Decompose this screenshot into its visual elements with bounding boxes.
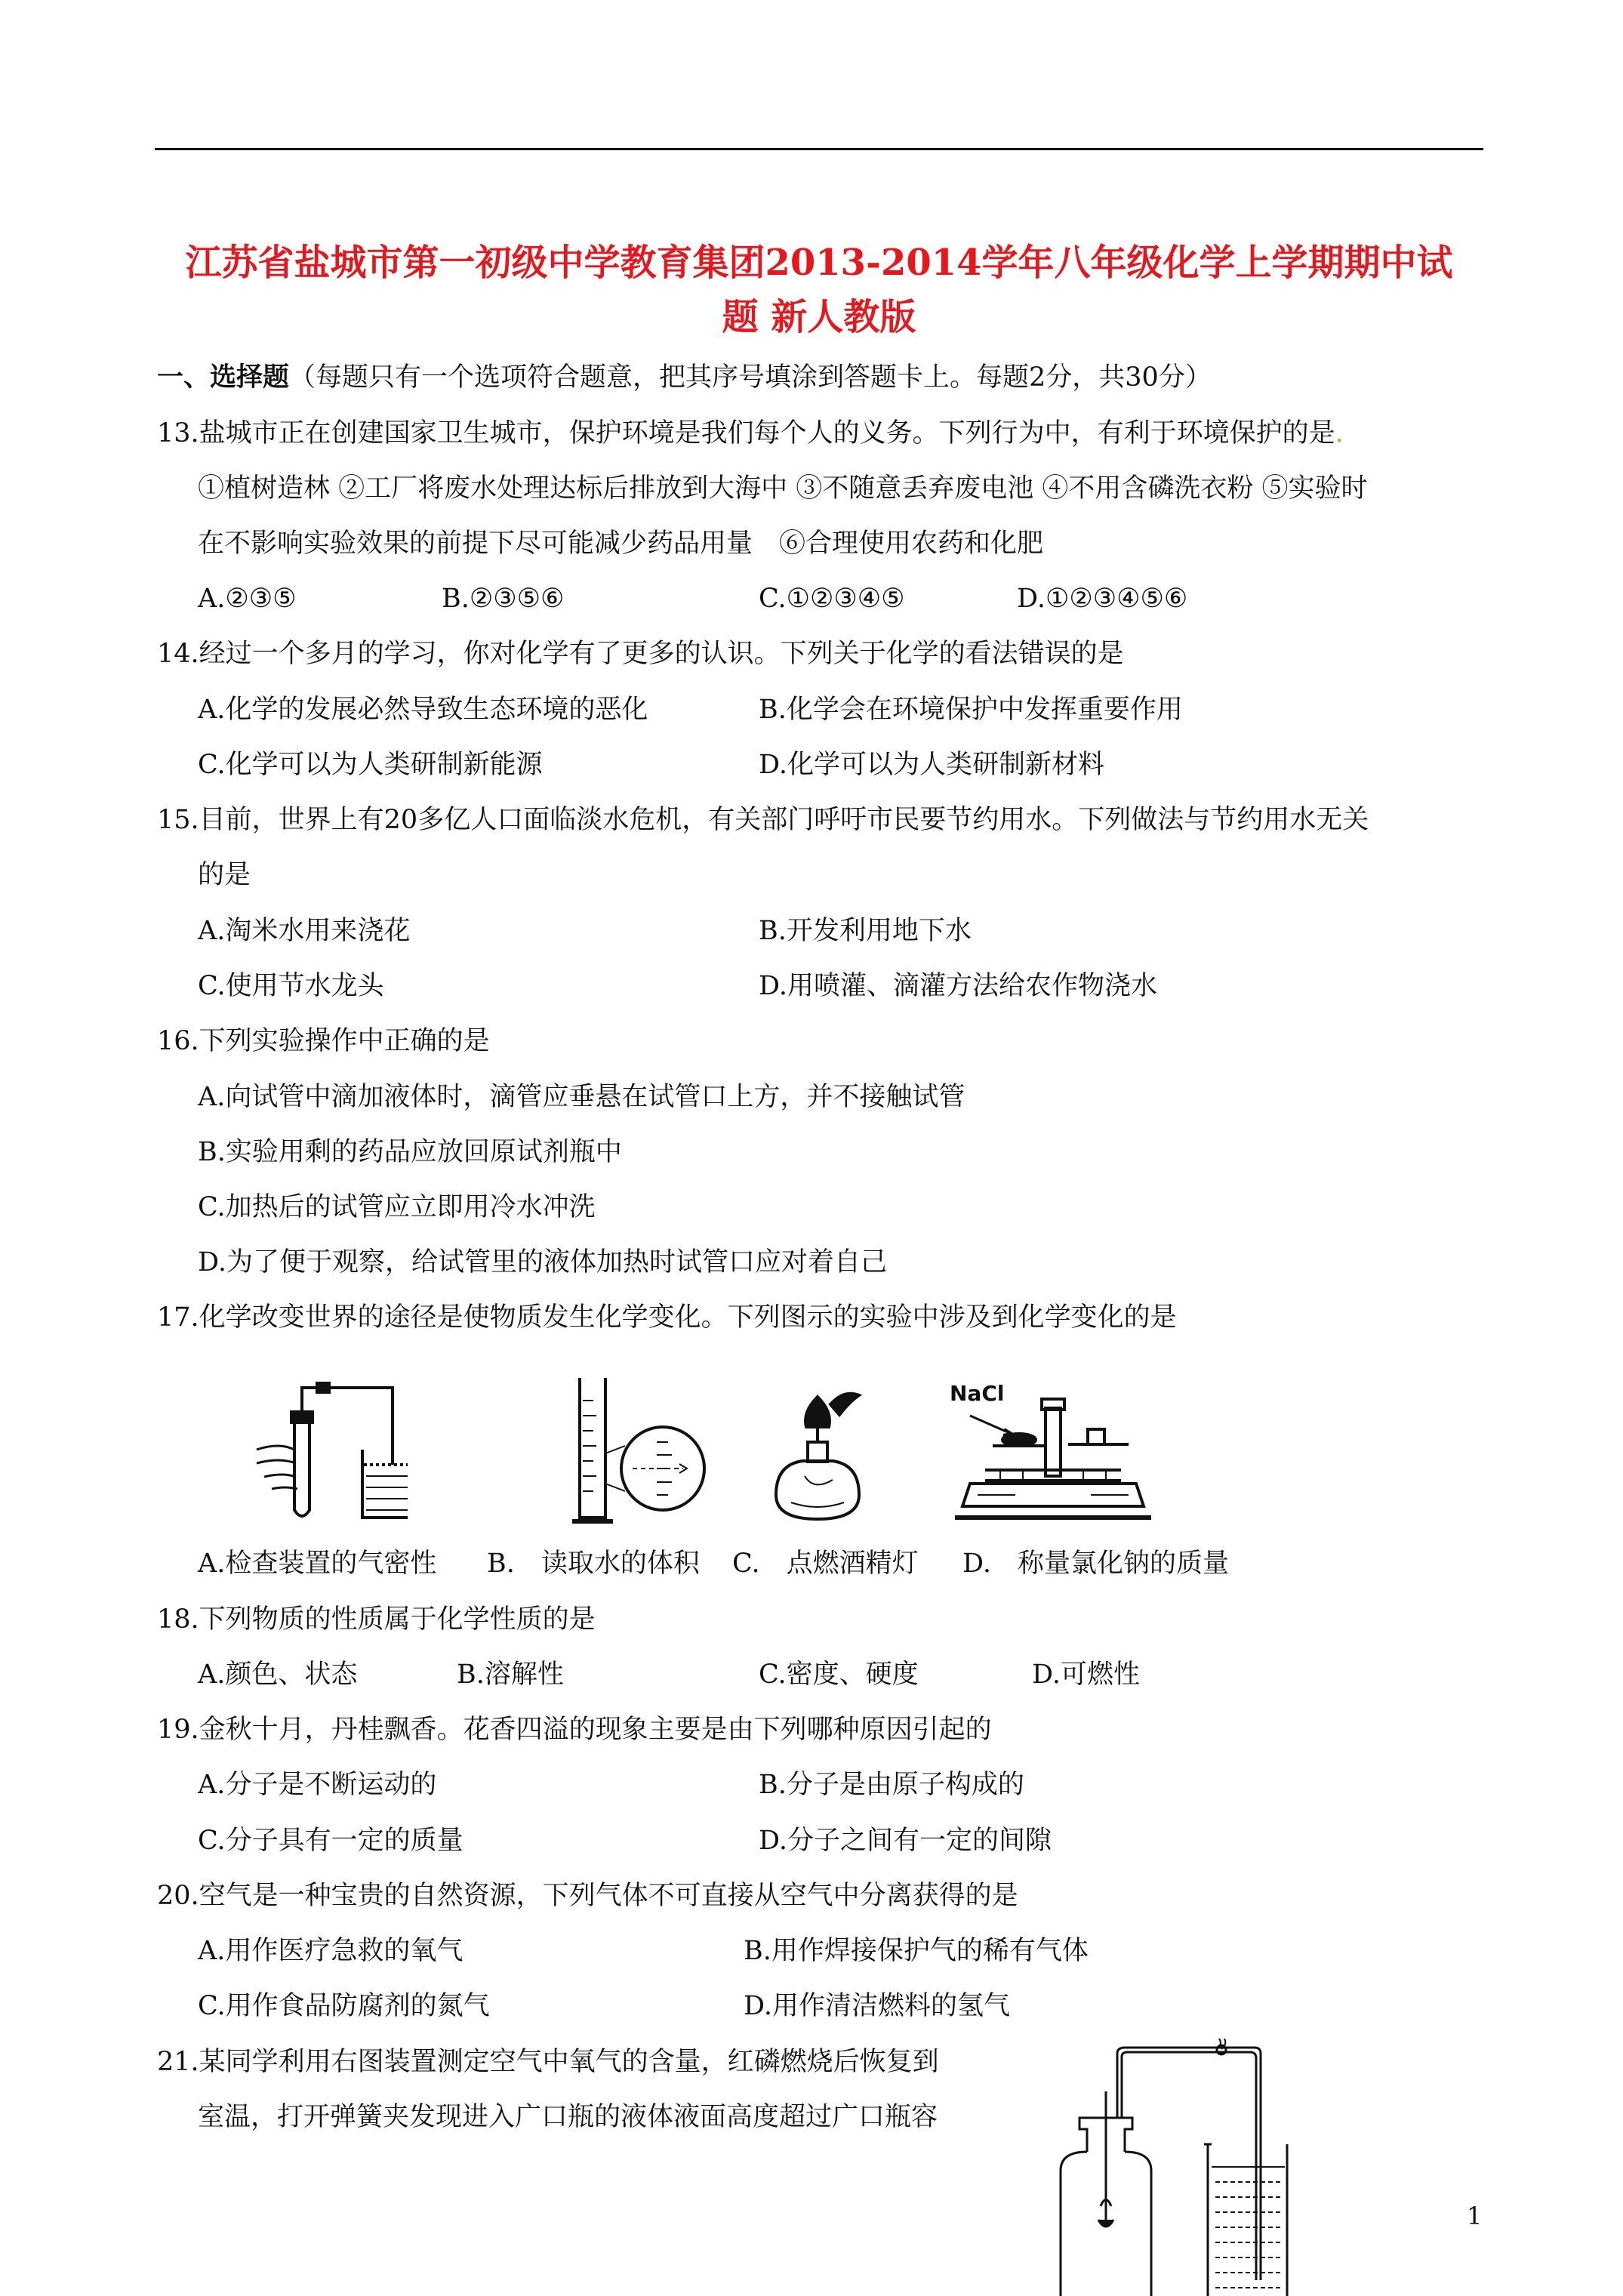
q14-option-c: C.化学可以为人类研制新能源 bbox=[198, 750, 543, 780]
q18-option-a: A.颜色、状态 bbox=[198, 1660, 358, 1690]
q14-stem: 14.经过一个多月的学习，你对化学有了更多的认识。下列关于化学的看法错误的是 bbox=[157, 639, 1124, 669]
q14-option-a: A.化学的发展必然导致生态环境的恶化 bbox=[198, 695, 648, 725]
q21-stem: 21.某同学利用右图装置测定空气中氧气的含量，红磷燃烧后恢复到 bbox=[157, 2047, 939, 2077]
q13-items: ①植树造林 ②工厂将废水处理达标后排放到大海中 ③不随意丢弃废电池 ④不用含磷洗衣粉 ⑤实验时 bbox=[198, 473, 1368, 504]
q15-option-d: D.用喷灌、滴灌方法给农作物浇水 bbox=[759, 971, 1157, 1001]
q20-option-d: D.用作清洁燃料的氢气 bbox=[744, 1991, 1010, 2021]
q14-option-d: D.化学可以为人类研制新材料 bbox=[759, 750, 1104, 780]
q13-option-d: D.①②③④⑤⑥ bbox=[1017, 584, 1188, 614]
q13-option-a: A.②③⑤ bbox=[198, 584, 297, 614]
doc-title-line1: 江苏省盐城市第一初级中学教育集团2013-2014学年八年级化学上学期期中试 bbox=[185, 242, 1453, 284]
q15-option-a: A.淘米水用来浇花 bbox=[198, 916, 411, 946]
q16-option-a: A.向试管中滴加液体时，滴管应垂悬在试管口上方，并不接触试管 bbox=[198, 1082, 965, 1112]
q17-option-d: D. 称量氯化钠的质量 bbox=[962, 1549, 1229, 1579]
doc-title-line2: 题 新人教版 bbox=[722, 296, 916, 338]
q17-stem: 17.化学改变世界的途径是使物质发生化学变化。下列图示的实验中涉及到化学变化的是 bbox=[157, 1302, 1177, 1333]
q13-option-b: B.②③⑤⑥ bbox=[442, 584, 565, 614]
q15-stem-cont: 的是 bbox=[198, 860, 251, 890]
q19-option-c: C.分子具有一定的质量 bbox=[198, 1826, 463, 1856]
q17-option-b: B. 读取水的体积 bbox=[487, 1549, 700, 1579]
figure-alcohol-lamp bbox=[761, 1382, 874, 1525]
q20-option-a: A.用作医疗急救的氧气 bbox=[198, 1936, 463, 1966]
q18-option-c: C.密度、硬度 bbox=[759, 1660, 919, 1690]
q18-stem: 18.下列物质的性质属于化学性质的是 bbox=[157, 1604, 596, 1635]
q14-option-b: B.化学会在环境保护中发挥重要作用 bbox=[759, 695, 1183, 725]
section-desc: （每题只有一个选项符合题意，把其序号填涂到答题卡上。每题2分，共30分） bbox=[289, 362, 1212, 393]
q13-stem: 13.盐城市正在创建国家卫生城市，保护环境是我们每个人的义务。下列行为中，有利于环境保护的是. bbox=[157, 418, 1344, 448]
q13-option-c: C.①②③④⑤ bbox=[759, 584, 905, 614]
section-heading bbox=[157, 361, 1212, 394]
q15-option-c: C.使用节水龙头 bbox=[198, 971, 384, 1001]
figure-oxygen-apparatus bbox=[1049, 2039, 1291, 2296]
q20-option-c: C.用作食品防腐剂的氮气 bbox=[198, 1991, 490, 2021]
nacl-label: NaCl bbox=[950, 1381, 1005, 1406]
q21-stem-cont: 室温，打开弹簧夹发现进入广口瓶的液体液面高度超过广口瓶容 bbox=[198, 2102, 938, 2132]
page-number: 1 bbox=[1467, 2202, 1483, 2230]
q15-stem: 15.目前，世界上有20多亿人口面临淡水危机，有关部门呼吁市民要节约用水。下列做法与节约用水无关 bbox=[157, 805, 1369, 835]
q16-option-b: B.实验用剩的药品应放回原试剂瓶中 bbox=[198, 1137, 622, 1167]
header-rule bbox=[155, 148, 1483, 150]
q15-option-b: B.开发利用地下水 bbox=[759, 916, 972, 946]
q16-stem: 16.下列实验操作中正确的是 bbox=[157, 1026, 490, 1056]
figure-balance bbox=[940, 1385, 1151, 1529]
q20-option-b: B.用作焊接保护气的稀有气体 bbox=[744, 1936, 1089, 1966]
figure-read-cylinder bbox=[566, 1370, 717, 1529]
q19-stem: 19.金秋十月，丹桂飘香。花香四溢的现象主要是由下列哪种原因引起的 bbox=[157, 1715, 992, 1745]
section-label: 一、选择题 bbox=[157, 362, 290, 393]
q19-option-b: B.分子是由原子构成的 bbox=[759, 1770, 1024, 1800]
q19-option-a: A.分子是不断运动的 bbox=[198, 1770, 437, 1800]
q19-option-d: D.分子之间有一定的间隙 bbox=[759, 1826, 1052, 1856]
q18-option-d: D.可燃性 bbox=[1032, 1660, 1140, 1690]
q16-option-c: C.加热后的试管应立即用冷水冲洗 bbox=[198, 1192, 596, 1222]
q20-stem: 20.空气是一种宝贵的自然资源，下列气体不可直接从空气中分离获得的是 bbox=[157, 1881, 1018, 1911]
figure-airtightness-check bbox=[242, 1374, 408, 1525]
q18-option-b: B.溶解性 bbox=[457, 1660, 564, 1690]
q13-items-cont: 在不影响实验效果的前提下尽可能减少药品用量 ⑥合理使用农药和化肥 bbox=[198, 529, 1044, 559]
q16-option-d: D.为了便于观察，给试管里的液体加热时试管口应对着自己 bbox=[198, 1247, 887, 1277]
q17-option-a: A.检查装置的气密性 bbox=[198, 1549, 437, 1579]
q17-option-c: C. 点燃酒精灯 bbox=[732, 1549, 919, 1579]
